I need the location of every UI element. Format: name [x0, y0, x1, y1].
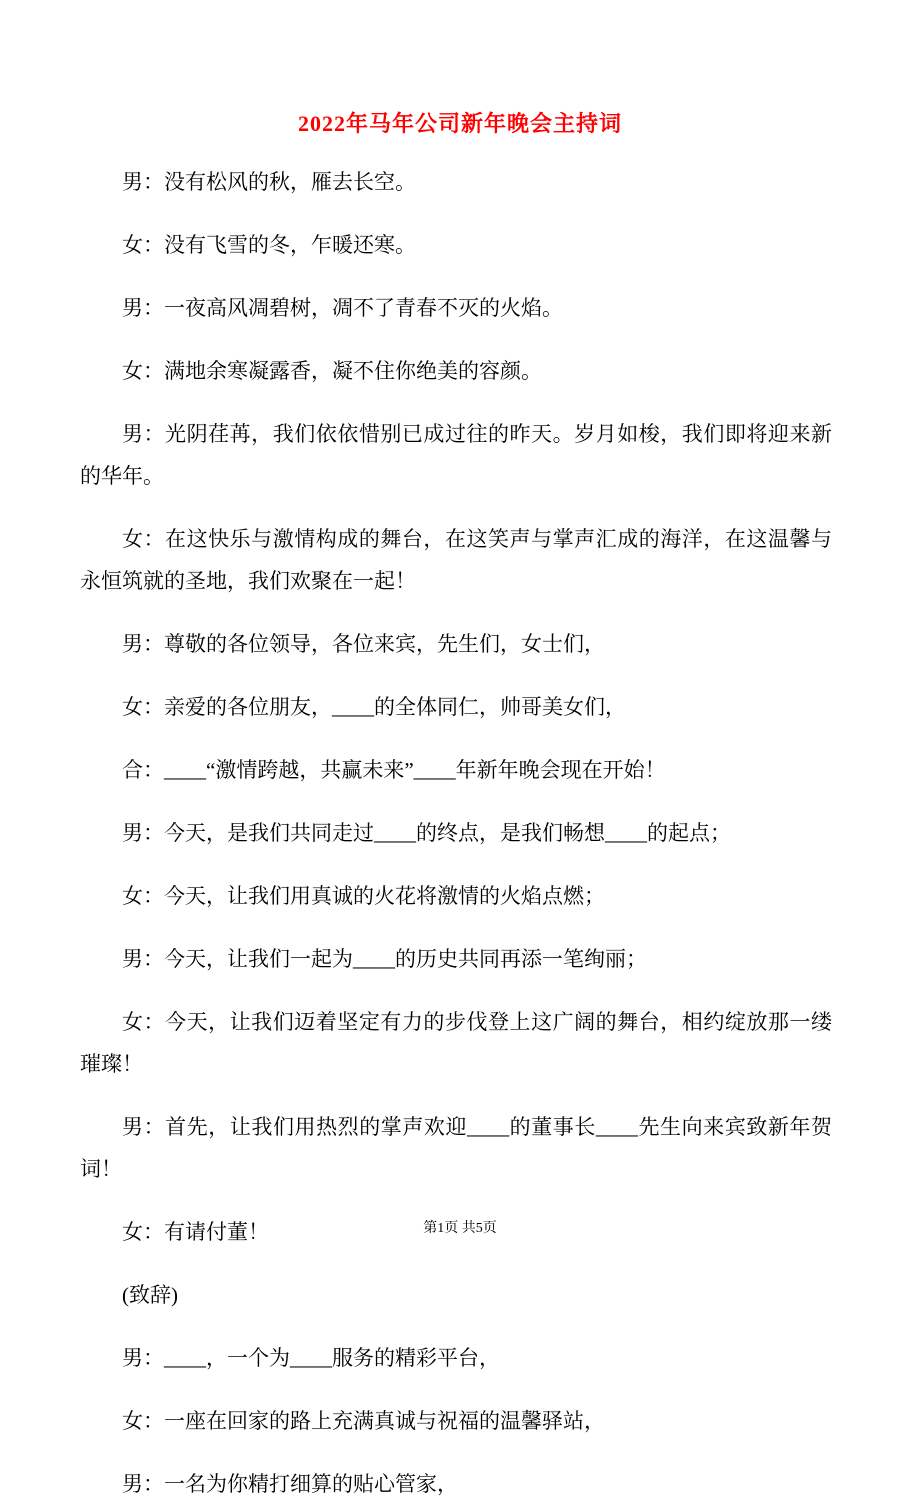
- paragraph-line: 男：今天，是我们共同走过____的终点，是我们畅想____的起点；: [122, 821, 731, 845]
- paragraph-line: 女：今天，让我们用真诚的火花将激情的火焰点燃；: [122, 884, 605, 908]
- paragraph-line: 男：一夜高风凋碧树，凋不了青春不灭的火焰。: [122, 296, 563, 320]
- paragraph-line: 男：____，一个为____服务的精彩平台，: [122, 1346, 500, 1370]
- paragraph-line: 男：今天，让我们一起为____的历史共同再添一笔绚丽；: [122, 947, 647, 971]
- paragraph-line: 男：尊敬的各位领导，各位来宾，先生们，女士们，: [122, 632, 605, 656]
- paragraph-line: 合：____“激情跨越，共赢未来”____年新年晚会现在开始！: [122, 758, 666, 782]
- paragraph-line: 女：有请付董！: [122, 1220, 269, 1244]
- paragraph-line: 男：一名为你精打细算的贴心管家，: [122, 1472, 458, 1496]
- document-body: [80, 161, 832, 1505]
- paragraph-line: 女：在这快乐与激情构成的舞台，在这笑声与掌声汇成的海洋，在这温馨与永恒筑就的圣地，我们欢聚在一起！: [80, 527, 832, 593]
- stage-direction: (致辞): [122, 1283, 178, 1307]
- paragraph-line: 女：满地余寒凝露香，凝不住你绝美的容颜。: [122, 359, 542, 383]
- paragraph-line: 女：一座在回家的路上充满真诚与祝福的温馨驿站，: [122, 1409, 605, 1433]
- paragraph-line: 男：首先，让我们用热烈的掌声欢迎____的董事长____先生向来宾致新年贺词！: [80, 1115, 832, 1181]
- paragraph-line: 男：光阴荏苒，我们依依惜别已成过往的昨天。岁月如梭，我们即将迎来新的华年。: [80, 422, 832, 488]
- paragraph-line: 女：亲爱的各位朋友，____的全体同仁，帅哥美女们，: [122, 695, 626, 719]
- page-title: 2022年马年公司新年晚会主持词: [297, 111, 622, 136]
- paragraph-line: 男：没有松风的秋，雁去长空。: [122, 170, 416, 194]
- paragraph-line: 女：今天，让我们迈着坚定有力的步伐登上这广阔的舞台，相约绽放那一缕璀璨！: [80, 1010, 832, 1076]
- document-page: [0, 108, 920, 1496]
- page-number-footer: 第1页 共5页: [423, 1221, 497, 1236]
- paragraph-line: 女：没有飞雪的冬，乍暖还寒。: [122, 233, 416, 257]
